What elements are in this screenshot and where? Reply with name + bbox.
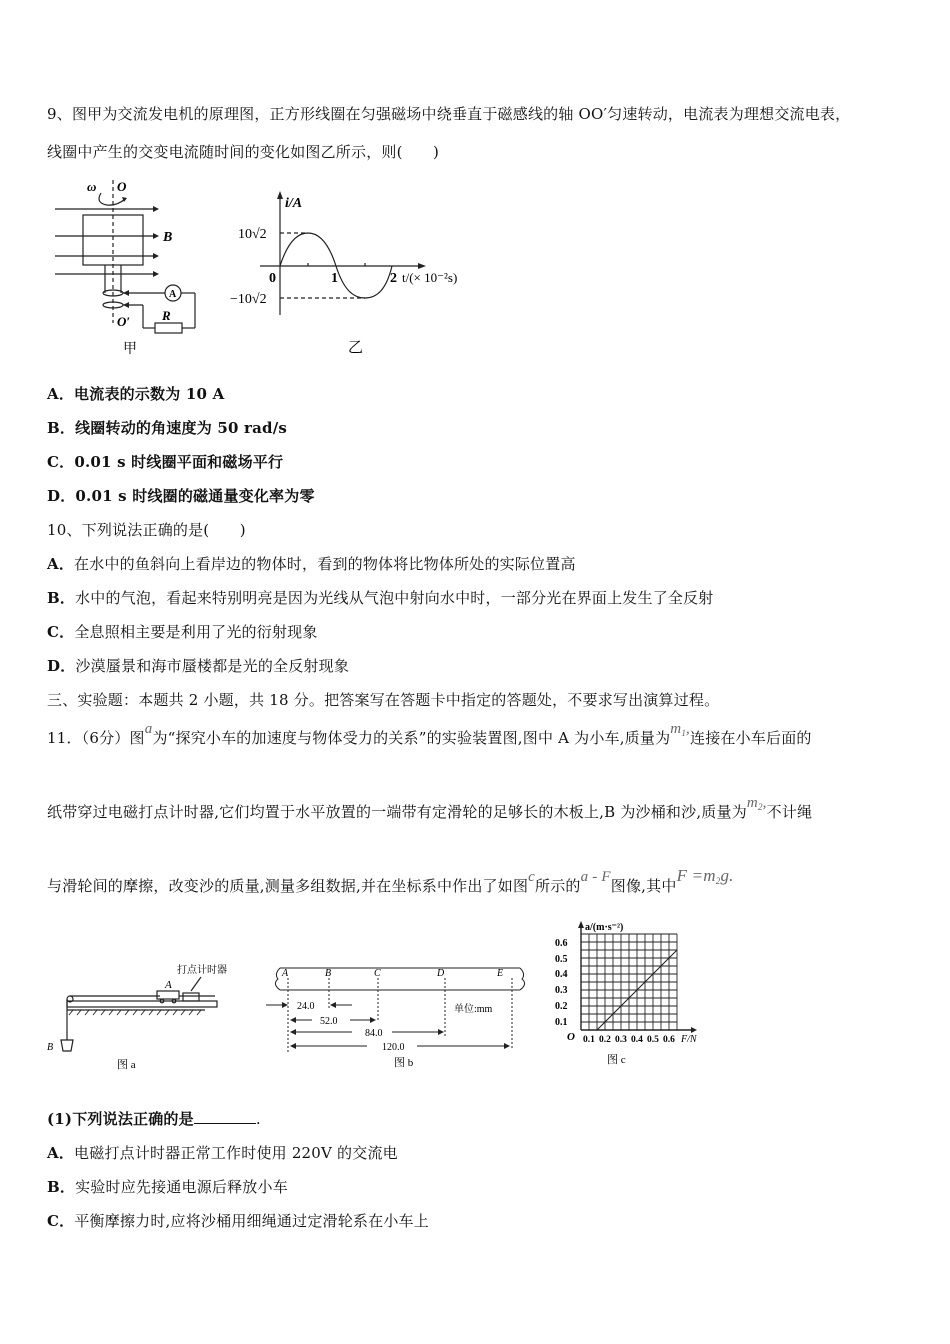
q10-option-a [47,553,576,574]
sub: 1 [681,728,687,738]
sub: 2 [757,802,763,812]
option-letter: C． [47,623,75,641]
period: . [255,1110,261,1128]
section-3-heading: 三、实验题：本题共 2 小题，共 18 分。把答案写在答题卡中指定的答题处，不要求写出演算过程。 [47,691,720,709]
apparatus-diagram [45,955,265,1075]
distance-ae: 120.0 [382,1042,405,1053]
y-tick: 0.1 [555,1017,568,1028]
q11-line1 [47,721,812,748]
text: 与滑轮间的摩擦，改变沙的质量,测量多组数据,并在坐标系中作出了如图 [47,877,529,895]
q9-option-b [47,417,287,438]
option-text: 平衡摩擦力时,应将沙桶用细绳通过定滑轮系在小车上 [74,1212,429,1230]
stem-text: (1)下列说法正确的是 [47,1110,194,1128]
q11-line2 [47,795,813,822]
option-letter: D． [47,657,76,675]
x-tick-2: 2 [390,271,397,286]
q10-option-b [47,587,714,608]
x-tick: 0.3 [615,1035,627,1045]
option-letter: A． [47,555,75,573]
option-letter: D． [47,487,76,505]
q10-option-d [47,655,349,676]
distance-ab: 24.0 [297,1001,315,1012]
text: 连接在小车后面的 [690,729,812,747]
y-tick: 0.6 [555,938,568,949]
x-tick: 0.2 [599,1035,611,1045]
option-letter: C． [47,1212,75,1230]
y-tick: 0.3 [555,985,568,996]
omega-label: ω [87,179,97,194]
option-letter: B． [47,1178,76,1196]
origin-label: O [567,1031,575,1043]
generator-diagram [45,175,210,360]
point-e: E [497,968,504,979]
cart-label: A [165,979,172,991]
option-text: 水中的气泡，看起来特别明亮是因为光线从气泡中射向水中时，一部分光在界面上发生了全反射 [75,589,714,607]
q11-line3 [47,866,734,896]
ammeter-label: A [169,289,177,300]
sub: 2 [715,876,721,886]
q11-sub1-option-b [47,1176,288,1197]
q10-stem: 10、下列说法正确的是( ) [47,521,246,539]
unit-label: 单位:mm [454,1004,493,1015]
figure-yi-caption: 乙 [348,340,364,356]
math-f-equals [677,866,734,885]
point-b: B [325,968,332,979]
axis-o-prime-label: O′ [117,314,131,329]
q9-option-a [47,383,224,404]
math-c: c [528,869,535,885]
option-text: 全息照相主要是利用了光的衍射现象 [74,623,318,641]
figure-b-caption: 图 b [394,1057,414,1069]
option-letter: A． [47,1144,75,1162]
x-tick-1: 1 [331,271,338,286]
y-axis-label: a/(m·s⁻²) [585,922,624,933]
q10-option-c [47,621,318,642]
x-tick: 0.1 [583,1035,595,1045]
q9-stem-line2: 线圈中产生的交变电流随时间的变化如图乙所示，则( ) [47,143,440,161]
figure-a-caption: 图 a [117,1059,136,1071]
figure-jia-caption: 甲 [123,342,137,357]
b-field-label: B [163,230,173,245]
y-max-label: 10√2 [238,227,267,242]
text: 所示的 [535,877,581,895]
x-tick: 0.5 [647,1035,659,1045]
distance-ad: 84.0 [365,1028,383,1039]
option-letter: A． [47,385,75,403]
f-eq: F =m [676,866,716,885]
option-text: 实验时应先接通电源后释放小车 [75,1178,288,1196]
option-text: 在水中的鱼斜向上看岸边的物体时，看到的物体将比物体所处的实际位置高 [74,555,576,573]
figure-c-caption: 图 c [607,1054,626,1066]
timer-label: 打点计时器 [177,965,227,976]
text: 为“探究小车的加速度与物体受力的关系”的实验装置图,图中 A 为小车,质量为 [152,729,671,747]
text: 不计绳 [766,803,813,821]
point-c: C [374,968,381,979]
m: m [746,795,758,811]
axis-o-label: O [117,179,127,194]
option-letter: B． [47,589,76,607]
q9-option-d [47,485,315,506]
y-axis-label: i/A [285,196,303,211]
g: g. [720,866,734,885]
math-a: a [144,721,153,737]
y-tick: 0.4 [555,969,568,980]
math-a-f: a - F [580,869,611,885]
text: 纸带穿过电磁打点计时器,它们均置于水平放置的一端带有定滑轮的足够长的木板上,B 为沙桶和沙,质量为 [47,803,747,821]
current-time-graph [220,185,490,360]
text: 图像,其中 [610,877,677,895]
bucket-label: B [47,1042,54,1053]
x-axis-label: F/N [681,1034,697,1045]
option-text: 沙漠蜃景和海市蜃楼都是光的全反射现象 [75,657,350,675]
x-tick: 0.4 [631,1035,643,1045]
distance-ac: 52.0 [320,1016,338,1027]
a-f-graph [545,918,720,1073]
x-tick-0: 0 [269,271,276,286]
math-m1: $m_1$, [670,721,690,738]
q11-sub1-option-a [47,1142,398,1163]
option-text: 电磁打点计时器正常工作时使用 220V 的交流电 [74,1144,398,1162]
m: m [670,721,682,737]
option-letter: B． [47,419,76,437]
option-text: 0.01 s 时线圈的磁通量变化率为零 [75,487,315,505]
y-min-label: −10√2 [230,292,267,307]
text: 11．（6分）图 [47,729,145,747]
answer-blank[interactable] [194,1109,256,1124]
q11-sub1-stem [47,1108,261,1129]
q9-option-c [47,451,283,472]
point-d: D [437,968,445,979]
tape-diagram [262,960,527,1075]
y-tick: 0.2 [555,1001,568,1012]
point-a: A [282,968,289,979]
x-axis-label: t/(× 10⁻²s) [402,270,458,285]
math-m2: $m_2$, [746,795,767,812]
option-letter: C． [47,453,75,471]
q9-stem-line1: 9、图甲为交流发电机的原理图，正方形线圈在匀强磁场中绕垂直于磁感线的轴 OO′匀速转动，电流表为理想交流电表， [47,105,851,123]
resistor-label: R [162,308,171,323]
option-text: 线圈转动的角速度为 50 rad/s [75,419,288,437]
y-tick: 0.5 [555,954,568,965]
x-tick: 0.6 [663,1035,675,1045]
q11-sub1-option-c [47,1210,429,1231]
option-text: 电流表的示数为 10 A [74,385,225,403]
option-text: 0.01 s 时线圈平面和磁场平行 [74,453,284,471]
